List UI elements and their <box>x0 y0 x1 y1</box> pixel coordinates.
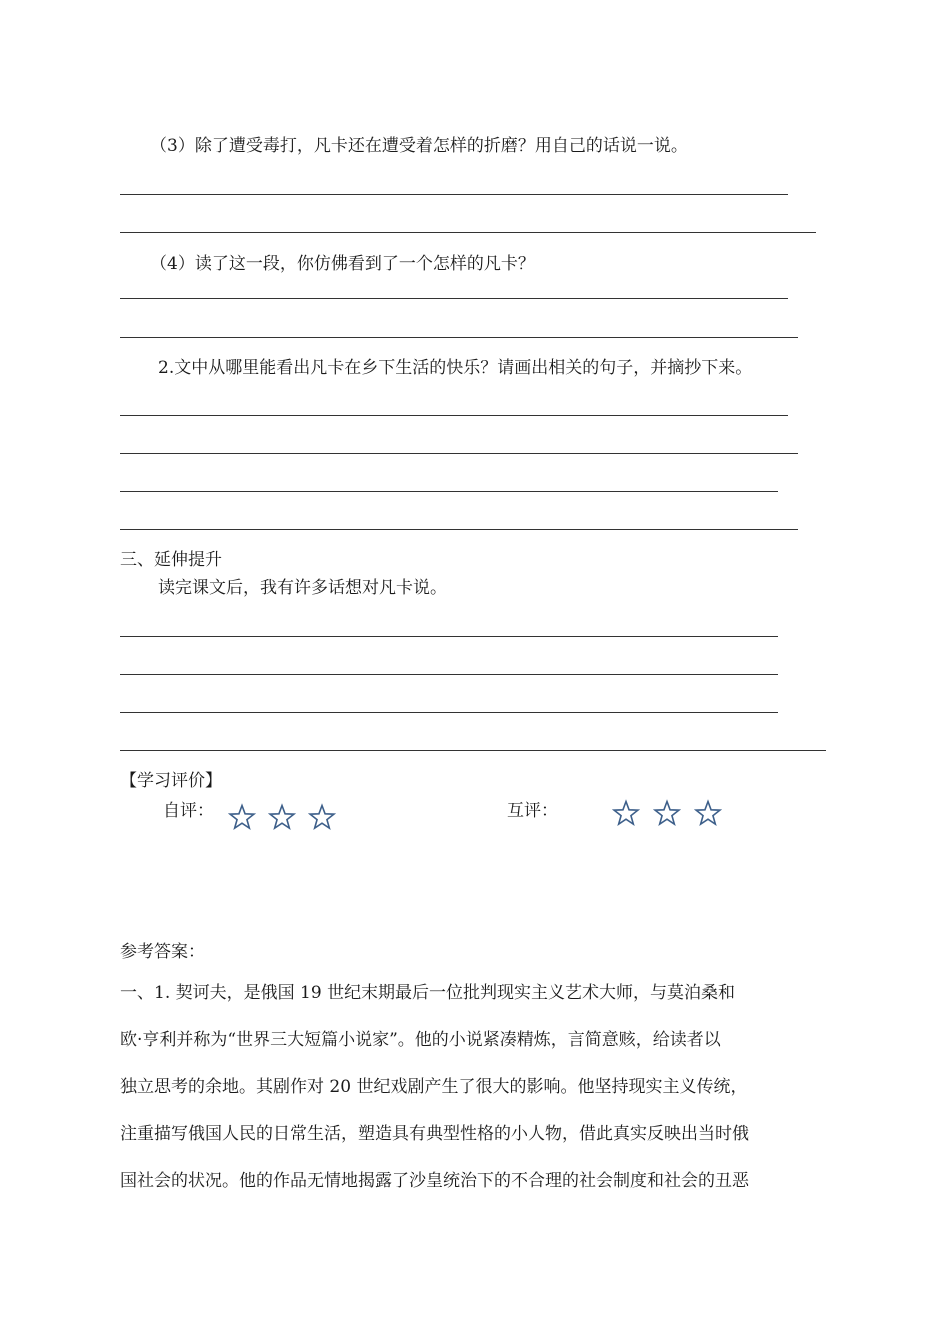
star-icon[interactable] <box>653 799 681 827</box>
answer-text-line: 一、1. 契诃夫，是俄国 19 世纪末期最后一位批判现实主义艺术大师，与莫泊桑和 <box>120 983 736 1003</box>
star-icon[interactable] <box>268 803 296 831</box>
evaluation-heading: 【学习评价】 <box>120 771 222 791</box>
peer-evaluation-label: 互评： <box>507 801 558 821</box>
answers-heading: 参考答案： <box>120 942 205 962</box>
answer-line <box>120 636 778 637</box>
answer-line <box>120 194 788 195</box>
answer-text-line: 独立思考的余地。其剧作对 20 世纪戏剧产生了很大的影响。他坚持现实主义传统， <box>120 1077 748 1097</box>
answer-line <box>120 415 788 416</box>
star-icon[interactable] <box>694 799 722 827</box>
answer-line <box>120 529 798 530</box>
answer-text-line: 欧·亨利并称为“世界三大短篇小说家”。他的小说紧凑精炼，言简意赅，给读者以 <box>120 1030 721 1050</box>
answer-line <box>120 298 788 299</box>
star-icon[interactable] <box>228 803 256 831</box>
star-icon[interactable] <box>308 803 336 831</box>
question-2: 2.文中从哪里能看出凡卡在乡下生活的快乐？请画出相关的句子，并摘抄下来。 <box>158 358 753 378</box>
answer-line <box>120 750 826 751</box>
answer-text-line: 国社会的状况。他的作品无情地揭露了沙皇统治下的不合理的社会制度和社会的丑恶 <box>120 1171 749 1191</box>
answer-line <box>120 674 778 675</box>
section-heading: 三、延伸提升 <box>120 550 222 570</box>
answer-text-line: 注重描写俄国人民的日常生活，塑造具有典型性格的小人物，借此真实反映出当时俄 <box>120 1124 749 1144</box>
self-evaluation-label: 自评： <box>163 801 214 821</box>
section-prompt: 读完课文后，我有许多话想对凡卡说。 <box>158 578 447 598</box>
answer-line <box>120 491 778 492</box>
answer-line <box>120 337 798 338</box>
answer-line <box>120 453 798 454</box>
question-3: （3）除了遭受毒打，凡卡还在遭受着怎样的折磨？用自己的话说一说。 <box>150 136 688 156</box>
answer-line <box>120 712 778 713</box>
star-icon[interactable] <box>612 799 640 827</box>
answer-line <box>120 232 816 233</box>
question-4: （4）读了这一段，你仿佛看到了一个怎样的凡卡？ <box>150 254 535 274</box>
